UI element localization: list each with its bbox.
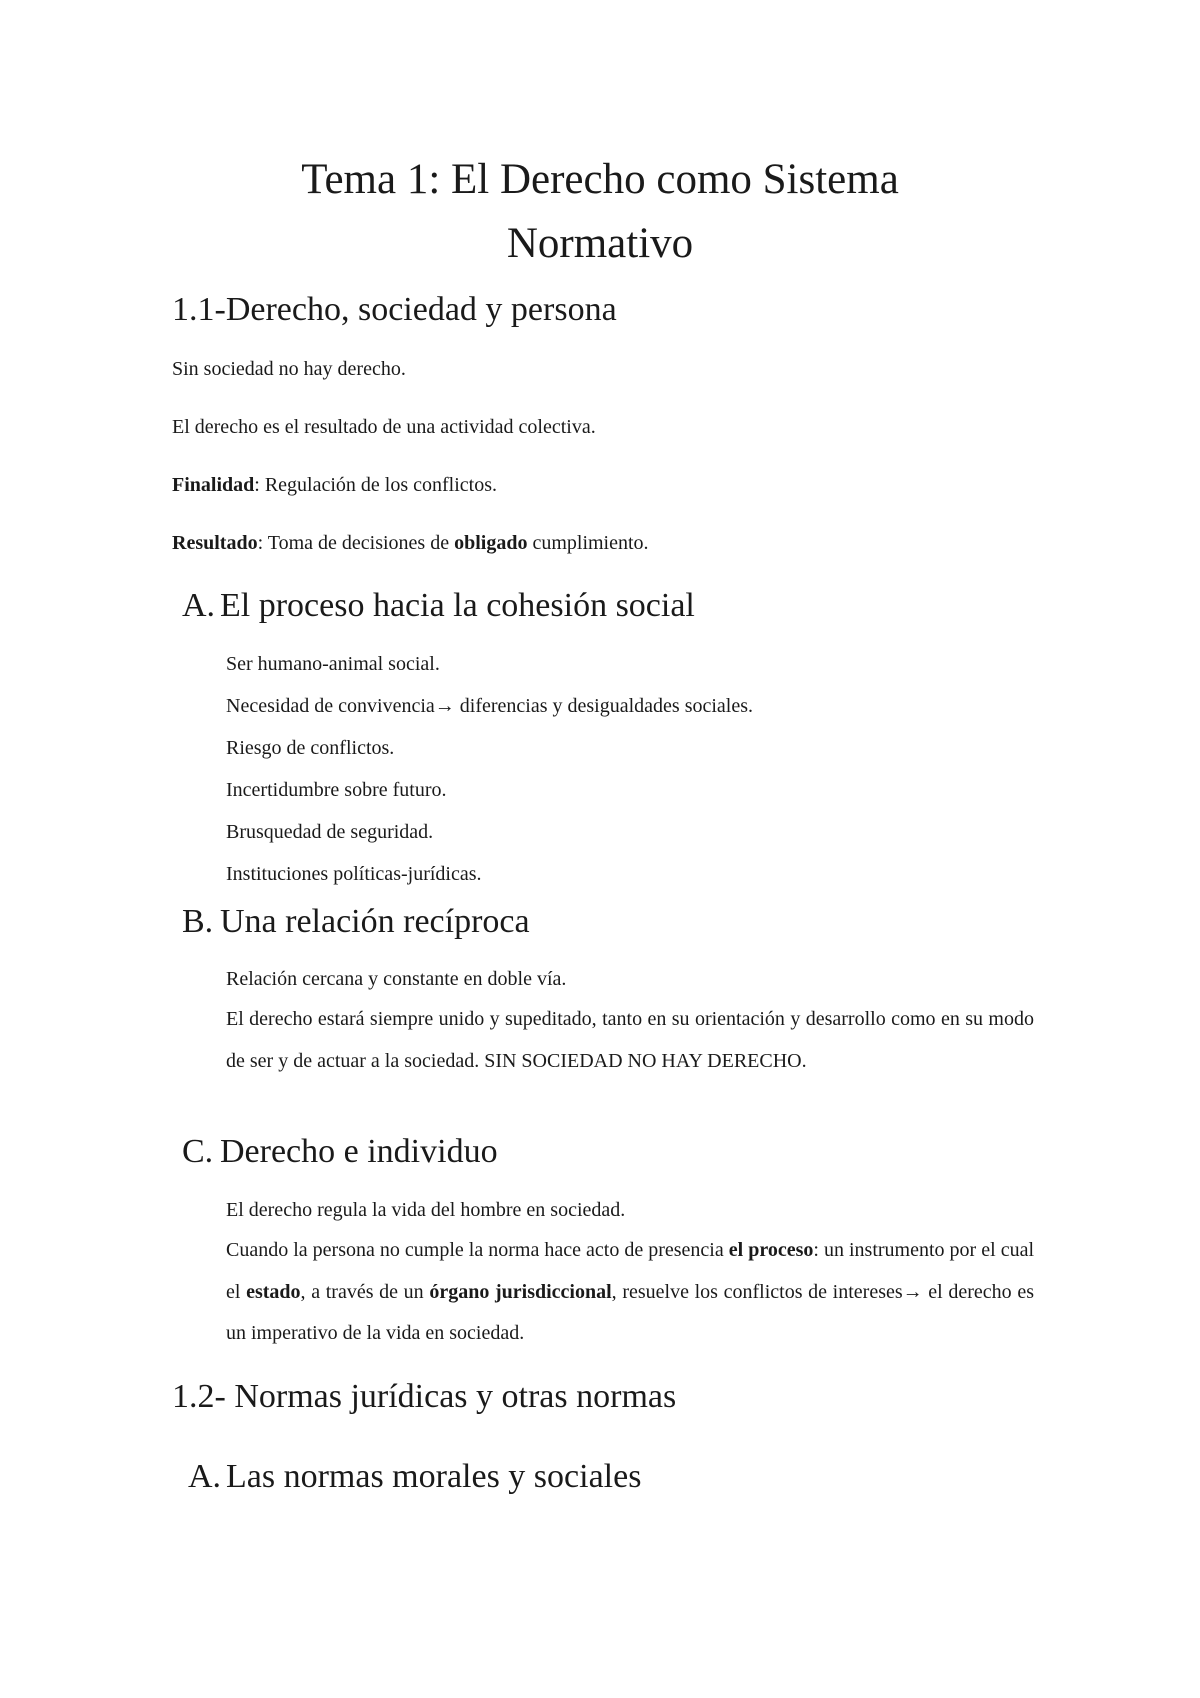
paragraph: El derecho es el resultado de una actividad colectiva. [172, 416, 596, 438]
section-2-heading: 1.2- Normas jurídicas y otras normas [172, 1378, 677, 1415]
paragraph-justified [226, 1230, 1034, 1355]
list-item: Brusquedad de seguridad. [226, 821, 434, 843]
subsection-letter: A. [182, 587, 216, 624]
bold-term: estado [246, 1280, 301, 1303]
subsection-title: Derecho e individuo [220, 1133, 498, 1170]
resultado-bold: obligado [454, 532, 528, 554]
subsection-letter: A. [188, 1458, 222, 1495]
title-line-2: Normativo [506, 220, 694, 267]
text-run: , a través de un [300, 1280, 430, 1303]
subsection-title: El proceso hacia la cohesión social [220, 587, 695, 624]
list-item: Riesgo de conflictos. [226, 737, 395, 759]
section-1-heading: 1.1-Derecho, sociedad y persona [172, 291, 617, 328]
finalidad-paragraph [172, 471, 497, 499]
list-item: Necesidad de convivencia→ diferencias y desigualdades sociales. [226, 695, 754, 717]
resultado-label: Resultado [172, 532, 258, 554]
title-line-1: Tema 1: El Derecho como Sistema [301, 156, 899, 203]
list-item: Instituciones políticas-jurídicas. [226, 863, 482, 885]
subsection-letter: B. [182, 903, 214, 940]
resultado-text: : Toma de decisiones de [257, 532, 455, 554]
finalidad-label: Finalidad [172, 474, 255, 496]
paragraph-justified: El derecho estará siempre unido y supeditado, tanto en su orientación y desarrollo como en su modo de ser y de actuar a la sociedad. SIN SOCIEDAD NO HAY DERECHO. [226, 1008, 1034, 1072]
subsection-a-heading [182, 584, 695, 628]
bold-term: el proceso [728, 1239, 814, 1261]
subsection-title: Las normas morales y sociales [226, 1458, 642, 1495]
subsection-letter: C. [182, 1133, 214, 1170]
subsection-b-heading [182, 900, 530, 944]
list-item: Ser humano-animal social. [226, 653, 440, 675]
finalidad-text: : Regulación de los conflictos. [254, 474, 497, 496]
resultado-text-end: cumplimiento. [527, 532, 649, 554]
subsection-title: Una relación recíproca [220, 903, 530, 940]
list-item: El derecho regula la vida del hombre en sociedad. [226, 1199, 626, 1221]
resultado-paragraph [172, 529, 649, 557]
bold-term: órgano jurisdiccional [429, 1280, 612, 1303]
text-run: Cuando la persona no cumple la norma hace acto de presencia [226, 1239, 729, 1261]
text-run: , resuelve los conflictos de intereses→ el derecho es un imperativo de la vida en sociedad. [226, 1280, 1034, 1344]
paragraph: Sin sociedad no hay derecho. [172, 358, 406, 380]
subsection-c-heading [182, 1130, 498, 1174]
text-run: : un instrumento por el cual el [226, 1239, 1035, 1303]
list-item: Relación cercana y constante en doble vía. [226, 968, 567, 990]
document-title [170, 148, 1030, 276]
subsection-a2-heading [188, 1455, 641, 1499]
list-item: Incertidumbre sobre futuro. [226, 779, 447, 801]
